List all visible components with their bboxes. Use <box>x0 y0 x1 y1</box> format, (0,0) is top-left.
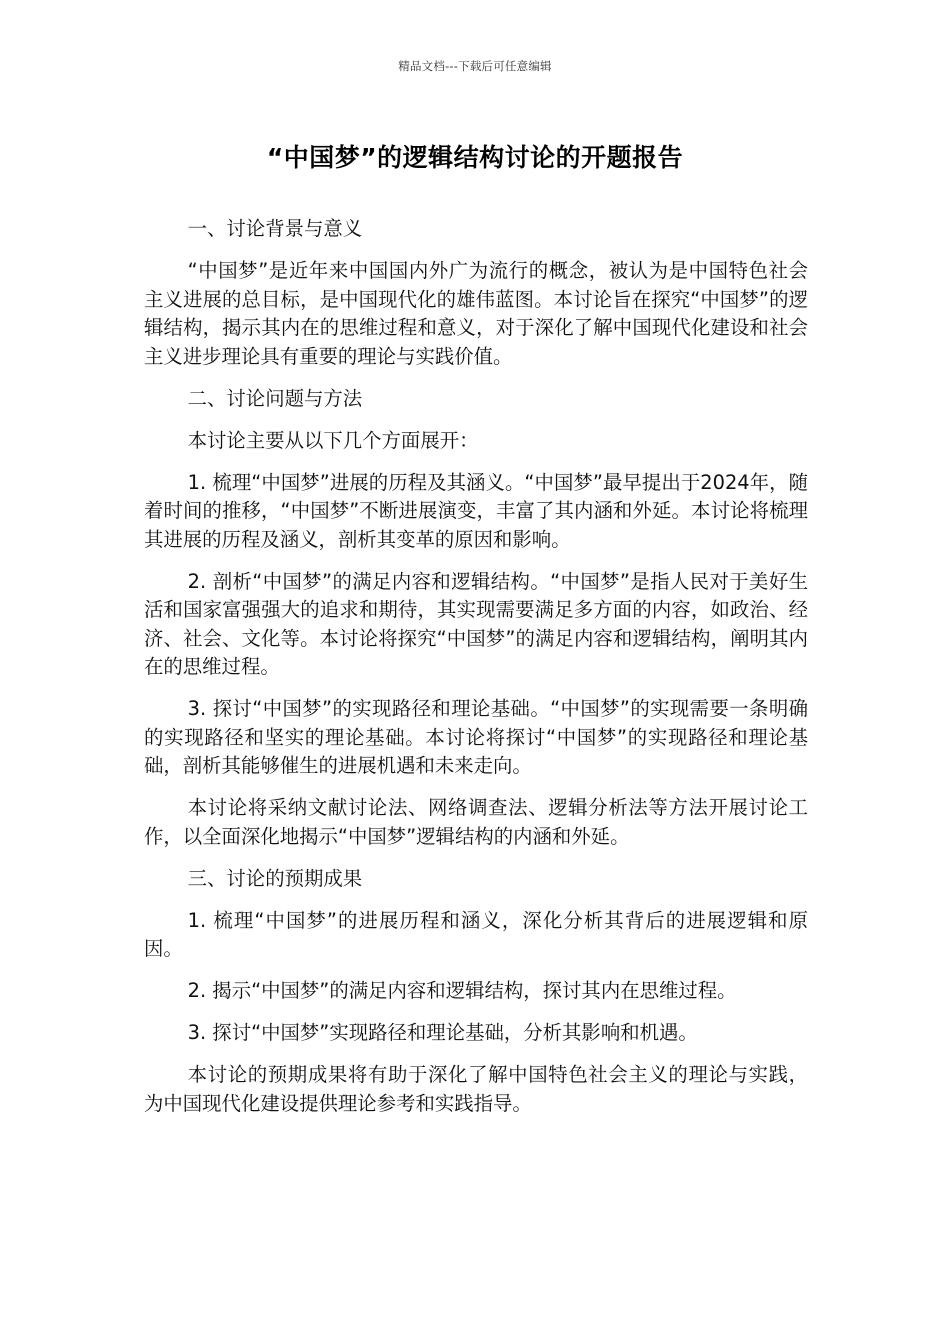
page-header-note: 精品文档---下载后可任意编辑 <box>398 59 552 73</box>
list-item-methods-2: 2. 剖析“中国梦”的满足内容和逻辑结构。“中国梦”是指人民对于美好生活和国家富强强大的追求和期待，其实现需要满足多方面的内容，如政治、经济、社会、文化等。本讨论将探究“中国梦”的满足内容和逻辑结构，阐明其内在的思维过程。 <box>144 569 808 678</box>
section-heading-background: 一、讨论背景与意义 <box>187 217 363 240</box>
paragraph-methods-intro: 本讨论主要从以下几个方面展开： <box>187 428 479 452</box>
list-item-outcomes-2: 2. 揭示“中国梦”的满足内容和逻辑结构，探讨其内在思维过程。 <box>187 979 737 1002</box>
list-item-methods-3: 3. 探讨“中国梦”的实现路径和理论基础。“中国梦”的实现需要一条明确的实现路径和坚实的理论基础。本讨论将探讨“中国梦”的实现路径和理论基础，剖析其能够催生的进展机遇和未来走向。 <box>144 697 808 777</box>
document-body <box>144 215 808 1132</box>
document-title: “中国梦”的逻辑结构讨论的开题报告 <box>266 143 684 172</box>
section-heading-outcomes: 三、讨论的预期成果 <box>187 866 363 890</box>
list-item-methods-1: 1. 梳理“中国梦”进展的历程及其涵义。“中国梦”最早提出于2024年，随着时间的推移，“中国梦”不断进展演变，丰富了其内涵和外延。本讨论将梳理其进展的历程及涵义，剖析其变革的原因和影响。 <box>144 470 808 551</box>
list-item-outcomes-3: 3. 探讨“中国梦”实现路径和理论基础，分析其影响和机遇。 <box>187 1021 698 1044</box>
paragraph-methods-approach: 本讨论将采纳文献讨论法、网络调查法、逻辑分析法等方法开展讨论工作，以全面深化地揭示“中国梦”逻辑结构的内涵和外延。 <box>144 796 808 848</box>
list-item-outcomes-1: 1. 梳理“中国梦”的进展历程和涵义，深化分析其背后的进展逻辑和原因。 <box>144 908 808 960</box>
paragraph-outcomes-conclusion: 本讨论的预期成果将有助于深化了解中国特色社会主义的理论与实践，为中国现代化建设提供理论参考和实践指导。 <box>144 1063 808 1115</box>
section-heading-methods: 二、讨论问题与方法 <box>187 386 363 410</box>
paragraph-background: “中国梦”是近年来中国国内外广为流行的概念，被认为是中国特色社会主义进展的总目标，是中国现代化的雄伟蓝图。本讨论旨在探究“中国梦”的逻辑结构，揭示其内在的思维过程和意义，对于深化了解中国现代化建设和社会主义进步理论具有重要的理论与实践价值。 <box>144 259 808 368</box>
